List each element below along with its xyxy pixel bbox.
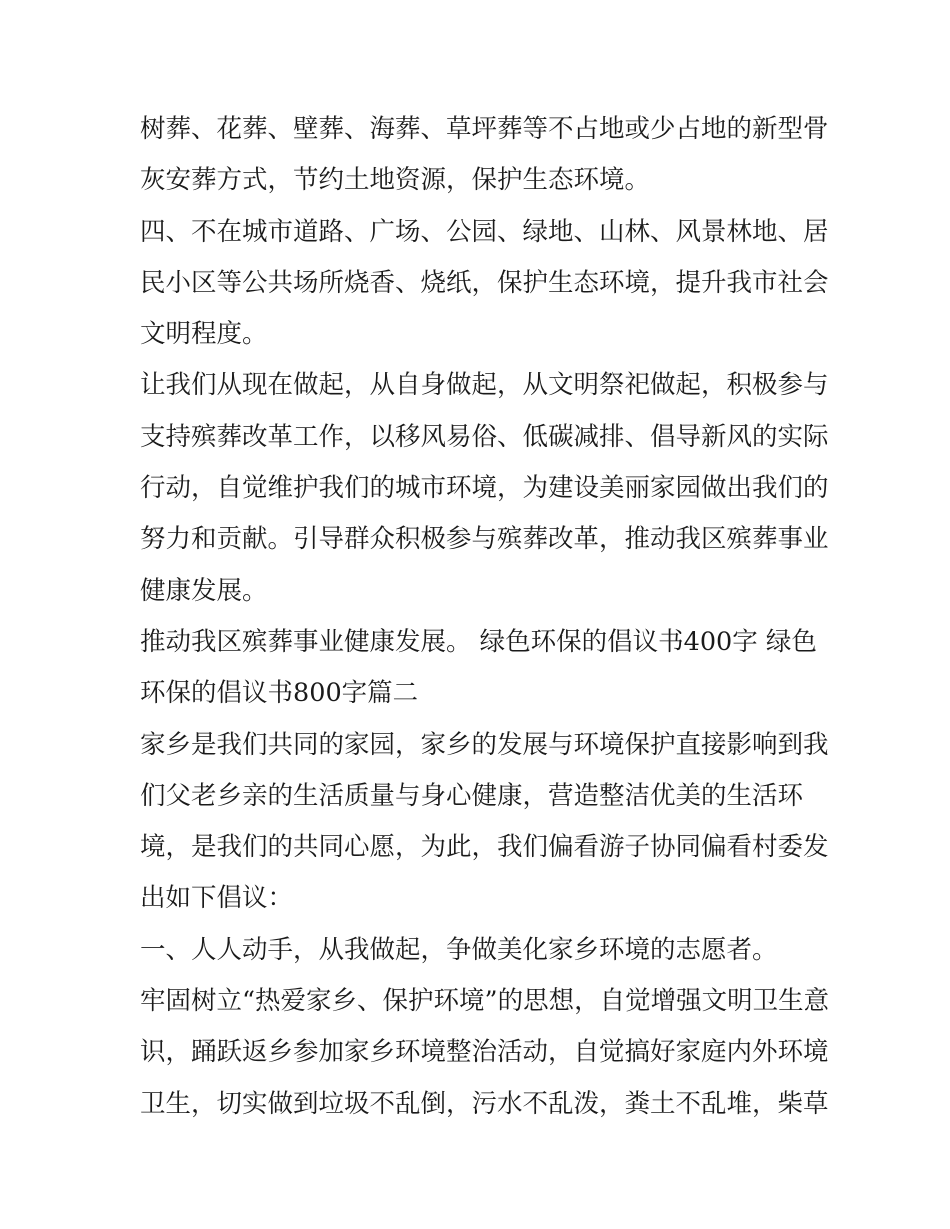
text-line: 民小区等公共场所烧香、烧纸，保护生态环境，提升我市社会 bbox=[140, 267, 829, 298]
text-line: 们父老乡亲的生活质量与身心健康，营造整洁优美的生活环 bbox=[140, 780, 804, 811]
text-line: 卫生，切实做到垃圾不乱倒，污水不乱泼，粪土不乱堆，柴草 bbox=[140, 1088, 829, 1119]
text-line: 健康发展。 bbox=[140, 575, 268, 606]
text-line: 文明程度。 bbox=[140, 319, 268, 350]
text-line: 识，踊跃返乡参加家乡环境整治活动，自觉搞好家庭内外环境 bbox=[140, 1037, 829, 1068]
text-line: 一、人人动手，从我做起，争做美化家乡环境的志愿者。 bbox=[140, 934, 778, 965]
text-line: 努力和贡献。引导群众积极参与殡葬改革，推动我区殡葬事业 bbox=[140, 524, 829, 555]
text-line: 四、不在城市道路、广场、公园、绿地、山林、风景林地、居 bbox=[140, 216, 829, 247]
text-line: 灰安葬方式，节约土地资源，保护生态环境。 bbox=[140, 165, 651, 196]
text-line: 支持殡葬改革工作，以移风易俗、低碳减排、倡导新风的实际 bbox=[140, 421, 829, 452]
text-line: 让我们从现在做起，从自身做起，从文明祭祀做起，积极参与 bbox=[140, 370, 829, 401]
text-line: 环保的倡议书800字篇二 bbox=[140, 678, 419, 709]
text-line: 推动我区殡葬事业健康发展。 绿色环保的倡议书400字 绿色 bbox=[140, 626, 817, 657]
text-line: 牢固树立“热爱家乡、保护环境”的思想，自觉增强文明卫生意 bbox=[140, 986, 830, 1017]
document-body bbox=[140, 104, 830, 1130]
text-line: 出如下倡议： bbox=[140, 883, 294, 914]
text-line: 境，是我们的共同心愿，为此，我们偏看游子协同偏看村委发 bbox=[140, 832, 829, 863]
text-line: 行动，自觉维护我们的城市环境，为建设美丽家园做出我们的 bbox=[140, 473, 829, 504]
text-line: 树葬、花葬、壁葬、海葬、草坪葬等不占地或少占地的新型骨 bbox=[140, 114, 829, 144]
text-line: 家乡是我们共同的家园，家乡的发展与环境保护直接影响到我 bbox=[140, 729, 829, 760]
